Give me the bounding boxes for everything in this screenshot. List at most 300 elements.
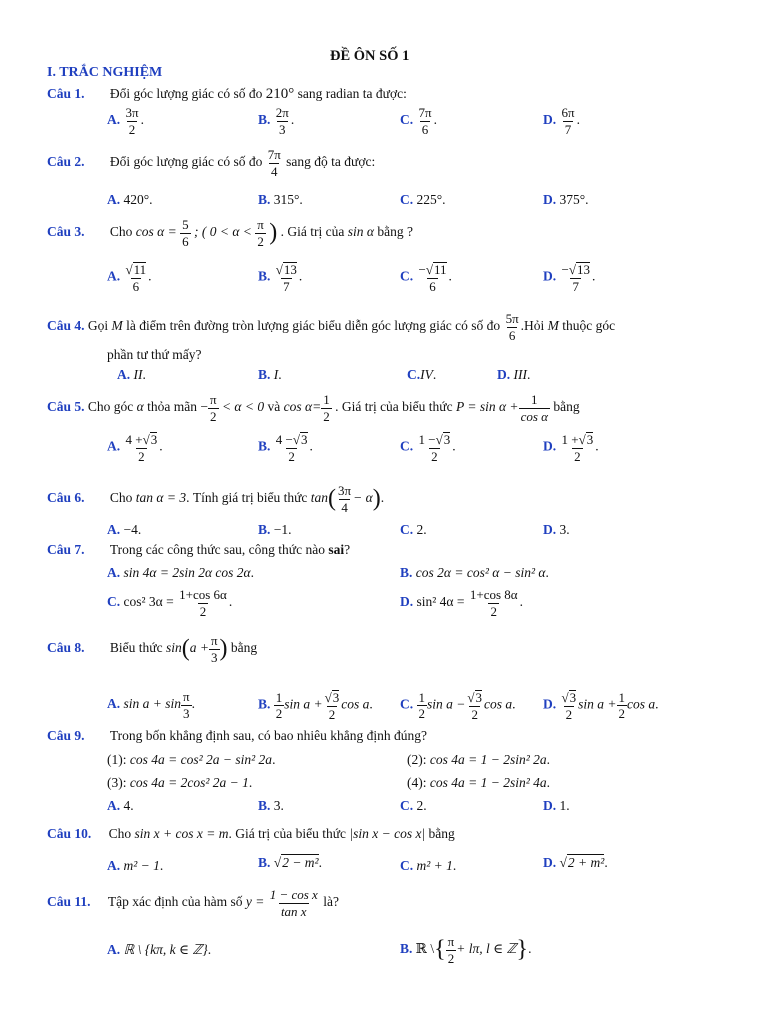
- option-value: 3: [273, 798, 281, 813]
- option-value: 3: [559, 522, 567, 537]
- fraction: [177, 588, 229, 618]
- option-c[interactable]: C. cos² 3α = $\frac{1+\cos 6\alpha}{2}$ .: [107, 587, 233, 619]
- expression: |sin x − cos x|: [349, 826, 426, 841]
- statement-4: (4): cos 4a = 1 − 2sin² 4a.: [407, 775, 551, 790]
- option-c[interactable]: C. $\frac{1}{2}$ sin a − √ $\frac{3}{2}$ cos a.: [400, 690, 516, 721]
- option-value: + lπ, l ∈ ℤ: [456, 941, 517, 957]
- option-b[interactable]: B. cos 2α = cos² α − sin² α.: [400, 565, 549, 580]
- sqrt-icon: [274, 855, 281, 870]
- fraction: [274, 691, 285, 721]
- question-text: . Giá trị của: [280, 224, 345, 240]
- option-a[interactable]: A. 4.: [107, 798, 134, 813]
- option-value: cos a: [341, 696, 370, 712]
- option-value: sin 4α = 2sin 2α cos 2α: [123, 565, 251, 580]
- question-7: [47, 542, 350, 558]
- question-9: [47, 728, 427, 744]
- option-value: 4: [123, 798, 131, 813]
- option-d[interactable]: D. $\frac{6\pi}{7}$ .: [543, 105, 580, 137]
- sqrt-icon: [126, 262, 133, 277]
- fraction: [274, 432, 310, 463]
- option-label: D.: [543, 192, 557, 207]
- denominator: 4: [341, 499, 348, 515]
- numerator: 1+cos 6α: [179, 587, 227, 602]
- radicand: 13: [283, 262, 297, 277]
- alpha-symbol: α: [136, 399, 144, 415]
- option-label: D.: [543, 268, 557, 284]
- question-text: Cho: [109, 224, 133, 240]
- fraction: [519, 393, 550, 423]
- fraction: [124, 262, 149, 293]
- radicand: 2 + m²: [567, 855, 605, 870]
- option-value: 375°: [559, 192, 586, 207]
- option-label: C.: [407, 367, 421, 382]
- option-value: m² − 1: [123, 858, 160, 873]
- option-value: cos 2α = cos² α − sin² α: [415, 565, 546, 580]
- question-4: [47, 312, 615, 342]
- option-label: B.: [258, 855, 271, 870]
- numerator: 4 −: [275, 432, 293, 447]
- question-label: Câu 5.: [47, 399, 85, 415]
- option-label: D.: [543, 798, 557, 813]
- fraction: [446, 935, 457, 965]
- option-a[interactable]: A. II.: [117, 367, 146, 382]
- statement-label: (2):: [407, 752, 427, 767]
- page-title: ĐỀ ÔN SỐ 1: [330, 48, 410, 64]
- numerator: 5π: [505, 311, 519, 326]
- sqrt-icon: [467, 690, 474, 705]
- option-d[interactable]: D. $\frac{-√ 13}{7}$ .: [543, 262, 595, 293]
- option-value: ℝ \ {kπ, k ∈ ℤ}: [123, 942, 208, 957]
- denominator: 2: [275, 706, 283, 722]
- condition: cos α=: [283, 399, 322, 415]
- option-value: m² + 1: [416, 858, 453, 873]
- question-text: Cho góc: [87, 399, 134, 415]
- denominator: 2: [128, 121, 136, 137]
- statement-formula: cos 4a = cos² 2a − sin² 2a: [129, 752, 273, 767]
- question-label: Câu 3.: [47, 224, 85, 240]
- numerator: π: [210, 633, 218, 648]
- option-value: 315°: [273, 192, 300, 207]
- numerator: 7π: [418, 105, 432, 120]
- denominator: 3: [279, 121, 286, 137]
- numerator: π: [257, 217, 264, 232]
- fraction: [208, 393, 219, 423]
- option-d[interactable]: D. III.: [497, 367, 531, 382]
- statement-label: (1):: [107, 752, 127, 767]
- fraction: [560, 106, 577, 136]
- fraction: [180, 218, 191, 248]
- section-title: I. TRẮC NGHIỆM: [47, 65, 163, 80]
- denominator: 7: [572, 278, 579, 294]
- question-text: Trong các công thức sau, công thức nào: [109, 542, 325, 557]
- point-m: M: [111, 318, 123, 334]
- question-label: Câu 8.: [47, 640, 85, 656]
- numerator: 1 +: [561, 432, 579, 447]
- question-label: Câu 9.: [47, 728, 85, 743]
- question-text: sang radian ta được:: [297, 86, 407, 101]
- sqrt-icon: [276, 262, 283, 277]
- option-c[interactable]: C. $\frac{-√ 11}{6}$ .: [400, 262, 452, 293]
- question-8: Câu 8. Biểu thức sin(a + $\frac{\pi}{3}$ ) bằng: [47, 633, 258, 665]
- question-label: Câu 6.: [47, 490, 85, 506]
- option-label: A.: [107, 112, 121, 128]
- option-b[interactable]: B. 315°.: [258, 192, 303, 207]
- expression: − α: [353, 490, 373, 506]
- denominator: 2: [565, 706, 573, 722]
- numerator: π: [209, 392, 217, 407]
- option-a[interactable]: A. $\frac{3\pi}{2}$ .: [107, 105, 144, 137]
- statement-formula: cos 4a = 2cos² 2a − 1: [129, 775, 249, 790]
- option-label: B.: [258, 268, 271, 284]
- expression: tan: [310, 490, 329, 506]
- question-text: thỏa mãn: [147, 399, 197, 415]
- sqrt-icon: [325, 690, 332, 705]
- fraction: [560, 432, 596, 463]
- option-label: A.: [107, 942, 121, 957]
- fraction: [274, 262, 299, 293]
- expression: P = sin α +: [455, 399, 519, 415]
- question-text: bằng: [230, 640, 258, 656]
- fraction: [274, 106, 291, 136]
- option-label: B.: [258, 522, 271, 537]
- option-b[interactable]: B. $\frac{1}{2}$ sin a + √ $\frac{3}{2}$ cos a.: [258, 690, 373, 721]
- sqrt-icon: [143, 432, 150, 447]
- numerator: 1: [323, 392, 330, 407]
- fraction: [465, 690, 484, 721]
- sqrt-icon: [293, 432, 300, 447]
- question-text: Biểu thức: [109, 640, 163, 656]
- option-c[interactable]: C. $\frac{7\pi}{6}$ .: [400, 105, 437, 137]
- option-b[interactable]: B. √ 2 − m².: [258, 854, 322, 871]
- fraction: [209, 634, 220, 664]
- denominator: 3: [211, 649, 218, 665]
- fraction: [124, 432, 160, 463]
- sqrt-icon: [426, 262, 433, 277]
- fraction: [321, 393, 332, 423]
- paren: ): [269, 219, 278, 246]
- denominator: 2: [418, 706, 425, 722]
- fraction: [417, 432, 453, 463]
- question-label: Câu 11.: [47, 894, 91, 910]
- denominator: 2: [138, 448, 145, 464]
- function: y =: [245, 894, 265, 910]
- denominator: 2: [574, 448, 581, 464]
- fraction: [417, 106, 434, 136]
- fraction: $\frac{-√ 13}{7}$: [560, 262, 592, 293]
- radicand: 3: [301, 432, 308, 447]
- option-label: C.: [400, 268, 414, 284]
- option-a[interactable]: A. 420°.: [107, 192, 153, 207]
- fraction: [268, 888, 320, 918]
- sqrt-icon: [569, 262, 576, 277]
- option-c[interactable]: C. 2.: [400, 522, 427, 537]
- radicand: 3: [586, 432, 594, 447]
- option-a[interactable]: A. √ $\frac{11}{6}$ .: [107, 262, 152, 293]
- option-value: 1: [559, 798, 567, 813]
- sqrt-icon: [579, 432, 586, 447]
- option-label: A.: [107, 192, 121, 207]
- option-label: B.: [258, 438, 271, 454]
- option-value: 225°: [416, 192, 443, 207]
- denominator: 2: [210, 408, 217, 424]
- option-label: A.: [107, 858, 121, 873]
- question-text: Đổi góc lượng giác có số đo: [109, 154, 263, 170]
- question-text: phần tư thứ mấy?: [107, 347, 202, 362]
- option-label: D.: [497, 367, 511, 382]
- option-label: A.: [107, 798, 121, 813]
- option-b[interactable]: B. I.: [258, 367, 282, 382]
- option-label: B.: [258, 798, 271, 813]
- option-label: C.: [400, 192, 414, 207]
- option-label: B.: [400, 941, 413, 957]
- numerator: 4 +: [125, 432, 143, 447]
- numerator: π: [447, 934, 455, 949]
- question-3: [47, 218, 413, 248]
- denominator: tan x: [280, 903, 307, 919]
- question-label: Câu 2.: [47, 154, 85, 170]
- numerator: 1: [618, 689, 626, 705]
- option-label: B.: [258, 696, 271, 712]
- option-value: sin a −: [427, 696, 466, 712]
- statement-3: (3): cos 4a = 2cos² 2a − 1.: [107, 775, 253, 790]
- denominator: 2: [257, 233, 264, 249]
- question-text: ?: [344, 542, 351, 557]
- option-b[interactable]: B. −1.: [258, 522, 292, 537]
- statement-1: (1): cos 4a = cos² 2a − sin² 2a.: [107, 752, 276, 767]
- option-value: IV: [420, 367, 433, 382]
- numerator: 1 −: [418, 432, 436, 447]
- denominator: 7: [564, 121, 572, 137]
- denominator: 4: [270, 163, 278, 179]
- option-label: A.: [107, 522, 121, 537]
- question-text: bằng: [428, 826, 455, 841]
- option-value: cos a: [484, 696, 513, 712]
- option-label: C.: [400, 696, 414, 712]
- option-d[interactable]: D. √ $\frac{3}{2}$ sin a + $\frac{1}{2}$ cos a.: [543, 690, 659, 721]
- fraction: [417, 691, 428, 721]
- denominator: 6: [508, 327, 516, 343]
- option-value: cos a: [627, 696, 656, 712]
- question-6: Câu 6. Cho tan α = 3. Tính giá trị biểu thức tan( $\frac{3\pi}{4}$ − α).: [47, 483, 385, 515]
- sqrt-icon: [562, 690, 569, 705]
- denominator: 2: [490, 603, 497, 619]
- expression: sin: [165, 640, 182, 656]
- question-text: . Giá trị của biểu thức: [228, 826, 347, 841]
- emphasis: sai: [328, 542, 345, 557]
- fraction: [504, 312, 521, 342]
- option-label: A.: [107, 268, 121, 284]
- question-label: Câu 7.: [47, 542, 85, 557]
- question-label: Câu 4.: [47, 318, 85, 334]
- denominator: 3: [183, 705, 190, 721]
- condition: ; ( 0 < α <: [193, 224, 252, 240]
- question-text: Tập xác định của hàm số: [107, 894, 243, 910]
- option-value: −1: [273, 522, 289, 537]
- radicand: 3: [569, 690, 577, 705]
- statement-formula: cos 4a = 1 − 2sin² 2a: [429, 752, 547, 767]
- option-a[interactable]: A. −4.: [107, 522, 142, 537]
- option-label: D.: [543, 112, 557, 128]
- denominator: 2: [288, 448, 295, 464]
- statement-label: (3):: [107, 775, 127, 790]
- radicand: 3: [150, 432, 158, 447]
- option-value: 2: [416, 798, 424, 813]
- question-label: Câu 1.: [47, 86, 85, 101]
- option-value: sin a + sin: [123, 696, 181, 712]
- option-b[interactable]: B. ℝ \{ $\frac{\pi}{2}$ + lπ, l ∈ ℤ}.: [400, 934, 532, 966]
- option-d[interactable]: D. 375°.: [543, 192, 589, 207]
- denominator: 2: [447, 950, 455, 966]
- option-c[interactable]: C. $\frac{1 -√ 3}{2}$ .: [400, 432, 456, 463]
- option-d[interactable]: D. sin² 4α = $\frac{1+\cos 8\alpha}{2}$ .: [400, 587, 523, 619]
- radicand: 13: [576, 262, 590, 277]
- question-text: bằng ?: [377, 224, 413, 240]
- option-b[interactable]: B. 3.: [258, 798, 284, 813]
- fraction: [336, 484, 353, 514]
- option-b[interactable]: B. √ $\frac{13}{7}$ .: [258, 262, 302, 293]
- question-5: Câu 5. Cho góc α thỏa mãn − $\frac{\pi}{2}$ < α < 0 và cos α= $\frac{1}{2}$ . Giá trị của biểu thức P = sin α + $\frac{1}{\text{cos α}}$ bằng: [47, 392, 580, 424]
- option-value: 2: [416, 522, 424, 537]
- question-text: là điểm trên đường tròn lượng giác biểu diễn góc lượng giác có số đo: [126, 318, 501, 334]
- option-label: C.: [107, 594, 121, 610]
- option-label: A.: [107, 696, 121, 712]
- denominator: 6: [429, 278, 436, 294]
- numerator: 3π: [125, 105, 139, 120]
- question-text: sang độ ta được:: [286, 154, 376, 170]
- fraction: [266, 148, 283, 178]
- numerator: π: [183, 689, 190, 704]
- radicand: 2 − m²: [282, 855, 319, 870]
- numerator: 1+cos 8α: [469, 587, 518, 602]
- option-c[interactable]: C. 2.: [400, 798, 427, 813]
- numerator: 3π: [338, 483, 352, 498]
- option-a[interactable]: A. sin a + sin $\frac{\pi}{3}$ .: [107, 689, 195, 721]
- numerator: 1: [531, 392, 538, 407]
- question-label: Câu 10.: [47, 826, 92, 841]
- option-a[interactable]: A. sin 4α = 2sin 2α cos 2α.: [107, 565, 254, 580]
- question-text: và: [267, 399, 281, 415]
- statement-formula: cos 4a = 1 − 2sin² 4a: [429, 775, 547, 790]
- fraction: [181, 690, 192, 720]
- denominator: cos α: [520, 408, 548, 424]
- denominator: 6: [132, 278, 140, 294]
- option-c[interactable]: C.IV.: [407, 367, 437, 382]
- numerator: 1: [418, 689, 425, 705]
- statement-label: (4):: [407, 775, 427, 790]
- option-d[interactable]: D. $\frac{1 +√ 3}{2}$ .: [543, 432, 599, 463]
- denominator: 2: [328, 706, 336, 722]
- option-label: C.: [400, 798, 414, 813]
- denominator: 2: [431, 448, 438, 464]
- numerator: 2π: [275, 105, 289, 120]
- condition: cos α =: [135, 224, 177, 240]
- option-b[interactable]: B. $\frac{2\pi}{3}$ .: [258, 105, 295, 137]
- fraction: [255, 218, 266, 248]
- option-value: ℝ \: [415, 941, 435, 957]
- question-text: là?: [323, 894, 339, 910]
- question-text: . Tính giá trị biểu thức: [186, 490, 308, 506]
- option-a[interactable]: A. m² − 1.: [107, 858, 164, 873]
- statement-2: (2): cos 4a = 1 − 2sin² 2a.: [407, 752, 551, 767]
- option-value: sin a +: [578, 696, 617, 712]
- denominator: 2: [471, 706, 478, 722]
- question-1: [47, 86, 407, 103]
- option-label: A.: [117, 367, 131, 382]
- fraction: [468, 588, 520, 618]
- radicand: 3: [443, 432, 451, 447]
- option-value: I: [273, 367, 279, 382]
- option-value: sin² 4α =: [416, 594, 465, 610]
- option-c[interactable]: C. 225°.: [400, 192, 446, 207]
- question-text: Cho: [109, 490, 133, 506]
- option-b[interactable]: B. $\frac{4 -√ 3}{2}$ .: [258, 432, 313, 463]
- question-11: [47, 888, 339, 918]
- option-label: A.: [107, 438, 121, 454]
- numerator: 1: [275, 689, 283, 705]
- denominator: 6: [182, 233, 189, 249]
- question-10: [47, 826, 455, 842]
- question-text: Gọi: [87, 318, 109, 334]
- option-label: B.: [258, 367, 271, 382]
- condition: < α < 0: [221, 399, 265, 415]
- sin-alpha: sin α: [347, 224, 374, 240]
- question-text: thuộc góc: [562, 318, 616, 334]
- sqrt-icon: [436, 432, 443, 447]
- option-d[interactable]: D. 3.: [543, 522, 570, 537]
- option-label: C.: [400, 522, 414, 537]
- fraction: [617, 691, 628, 721]
- radicand: 3: [332, 690, 340, 705]
- option-value: −4: [123, 522, 138, 537]
- fraction: [560, 690, 579, 721]
- degree-value: 210°: [265, 86, 295, 102]
- numerator: 7π: [267, 147, 281, 162]
- point-m: M: [547, 318, 559, 334]
- question-text: Đổi góc lượng giác có số đo: [109, 86, 263, 101]
- option-label: A.: [107, 565, 121, 580]
- option-a[interactable]: A. $\frac{4 +√ 3}{2}$ .: [107, 432, 163, 463]
- equation: sin x + cos x = m: [134, 826, 229, 841]
- condition: tan α = 3: [135, 490, 187, 506]
- option-label: D.: [543, 522, 557, 537]
- question-text: Cho: [108, 826, 132, 841]
- question-text: Trong bốn khẳng định sau, có bao nhiêu khẳng định đúng?: [109, 728, 427, 743]
- denominator: 2: [199, 603, 207, 619]
- expression: a +: [189, 640, 209, 656]
- option-label: D.: [543, 855, 557, 870]
- option-label: D.: [400, 594, 414, 610]
- option-d[interactable]: D. √ 2 + m².: [543, 854, 608, 871]
- option-label: C.: [400, 858, 414, 873]
- fraction: [323, 690, 342, 721]
- option-value: III: [513, 367, 527, 382]
- question-2: [47, 148, 375, 178]
- option-label: C.: [400, 112, 414, 128]
- radicand: 11: [133, 262, 147, 277]
- denominator: 6: [421, 121, 429, 137]
- option-label: B.: [258, 192, 271, 207]
- option-c[interactable]: C. m² + 1.: [400, 858, 457, 873]
- numerator: 1 − cos x: [269, 887, 318, 902]
- option-label: D.: [543, 696, 557, 712]
- option-a[interactable]: A. ℝ \ {kπ, k ∈ ℤ}.: [107, 942, 212, 957]
- fraction: $\frac{-√ 11}{6}$: [417, 262, 449, 293]
- question-text: . Giá trị của biểu thức: [335, 399, 453, 415]
- option-label: D.: [543, 438, 557, 454]
- denominator: 2: [618, 706, 626, 722]
- option-d[interactable]: D. 1.: [543, 798, 570, 813]
- question-text: .Hỏi: [520, 318, 545, 334]
